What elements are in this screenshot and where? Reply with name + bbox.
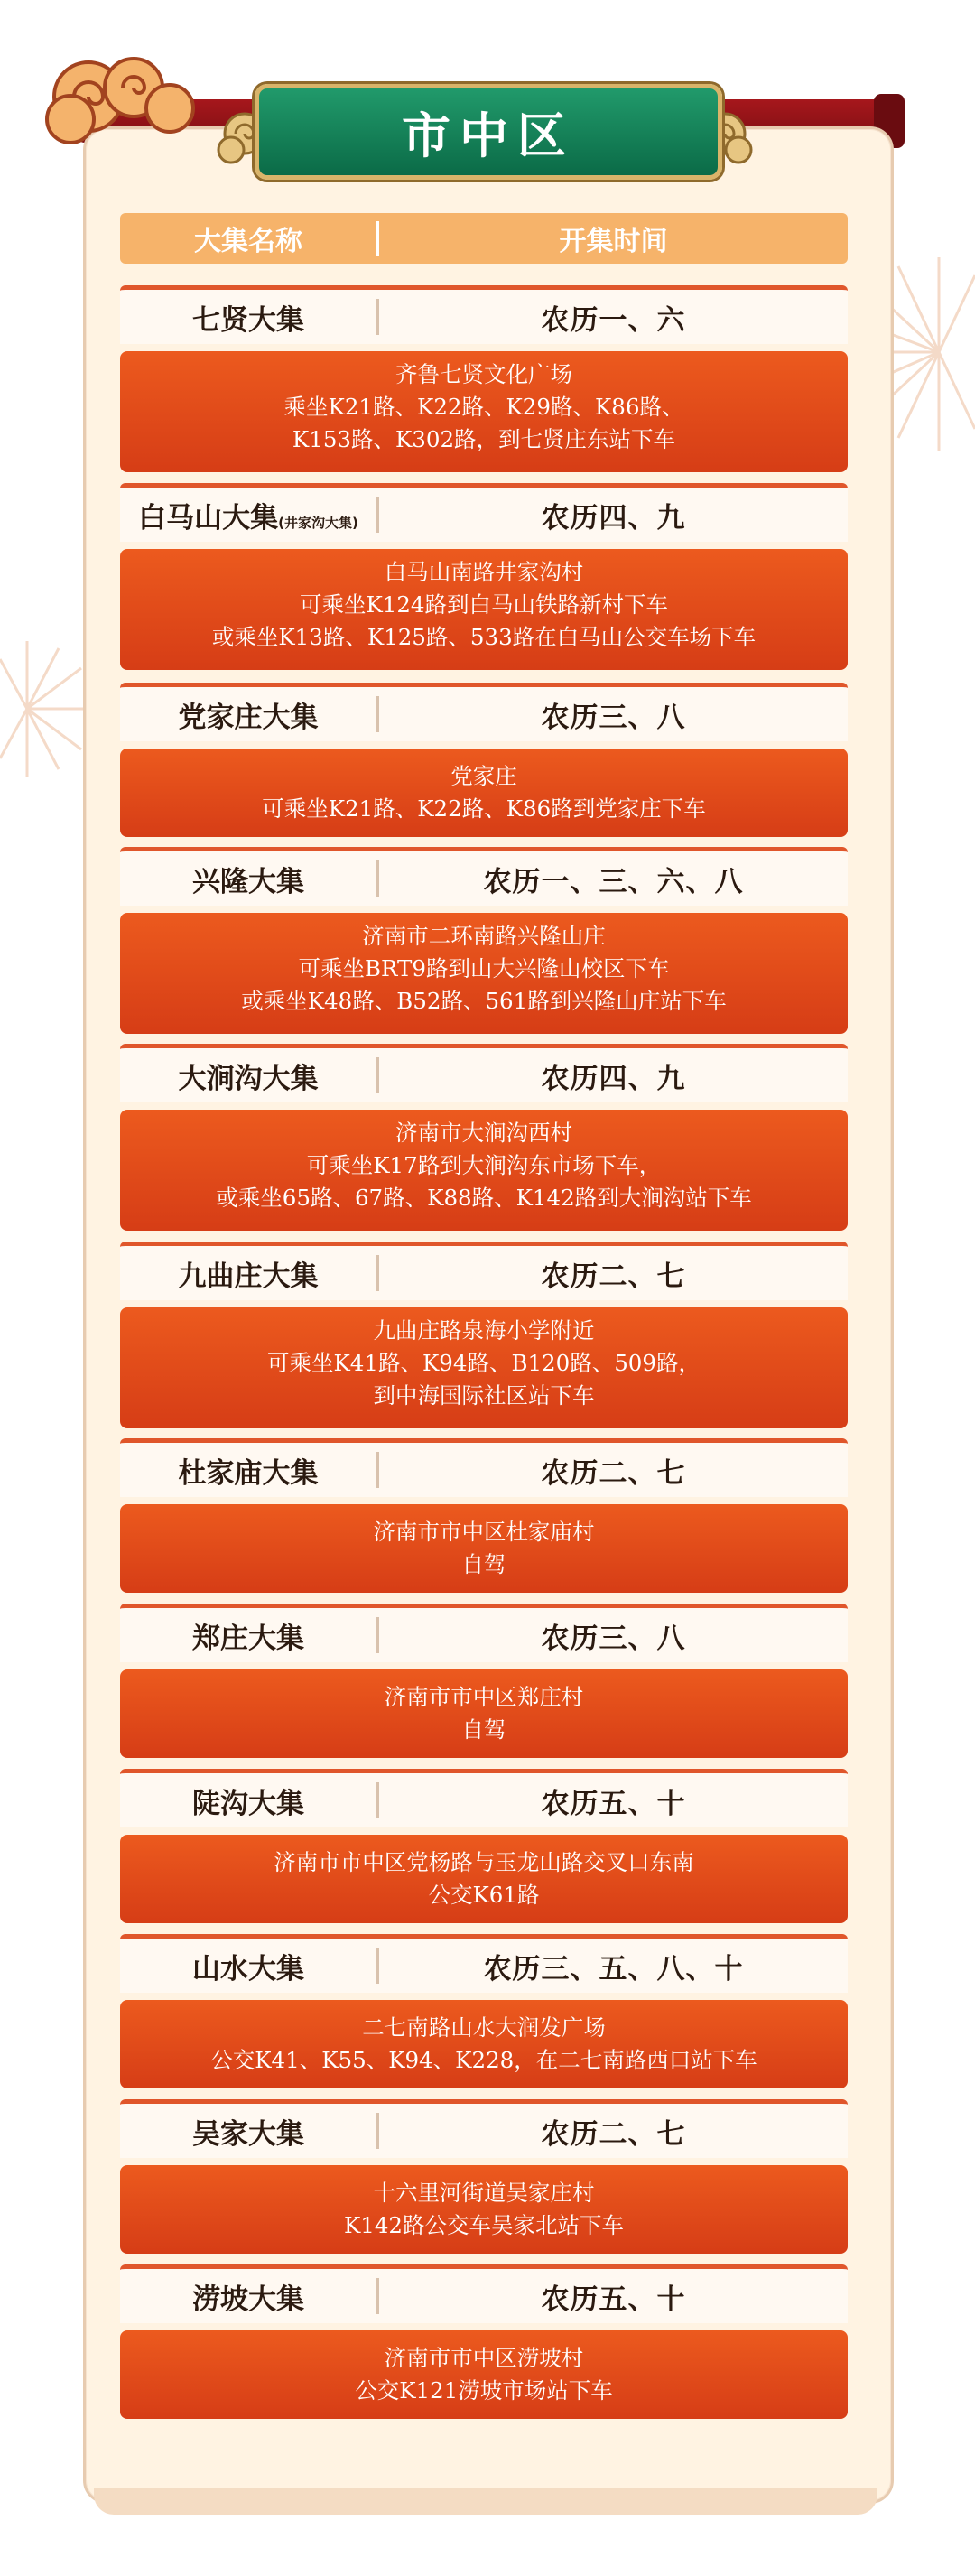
market-detail-line: 或乘坐K13路、K125路、533路在白马山公交车场下车	[211, 624, 757, 650]
market-details-box	[120, 351, 848, 472]
market-detail-line: 济南市市中区郑庄村	[384, 1684, 584, 1710]
market-item	[120, 1604, 848, 1758]
market-time: 农历五、十	[541, 2283, 686, 2316]
market-item	[120, 2264, 848, 2419]
market-time: 农历二、七	[541, 1456, 686, 1490]
market-name	[120, 2276, 376, 2317]
market-row	[120, 1934, 848, 1993]
market-row	[120, 1242, 848, 1300]
market-name-note: (井家沟大集)	[278, 514, 358, 531]
market-name-text: 吴家大集	[192, 2117, 304, 2151]
market-row	[120, 285, 848, 344]
market-row	[120, 2099, 848, 2158]
market-details-box	[120, 1835, 848, 1923]
market-detail-line: 公交K61路	[428, 1882, 540, 1908]
market-row	[120, 1604, 848, 1662]
market-item	[120, 483, 848, 670]
market-item	[120, 1934, 848, 2088]
table-header	[120, 213, 848, 264]
market-detail-line: 济南市市中区杜家庙村	[373, 1519, 595, 1545]
market-detail-line: 可乘坐K21路、K22路、K86路到党家庄下车	[262, 795, 706, 822]
market-details-box	[120, 913, 848, 1034]
market-details-box	[120, 1307, 848, 1428]
market-time: 农历三、八	[541, 701, 686, 734]
market-row	[120, 1044, 848, 1102]
market-name-text: 九曲庄大集	[178, 1260, 319, 1293]
market-detail-line: 党家庄	[450, 763, 517, 789]
market-detail-line: 公交K121涝坡市场站下车	[355, 2377, 613, 2404]
market-detail-line: K153路、K302路，到七贤庄东站下车	[292, 426, 676, 452]
market-time: 农历二、七	[541, 1260, 686, 1293]
market-detail-line: 济南市市中区党杨路与玉龙山路交叉口东南	[274, 1849, 694, 1875]
market-name-text: 山水大集	[192, 1952, 304, 1985]
market-time: 农历一、六	[541, 303, 686, 337]
market-detail-line: 十六里河街道吴家庄村	[373, 2180, 595, 2206]
market-details-box	[120, 1504, 848, 1593]
market-detail-line: 到中海国际社区站下车	[373, 1382, 595, 1409]
market-name-text: 兴隆大集	[192, 865, 304, 898]
market-detail-line: 自驾	[461, 1551, 506, 1577]
market-name-text: 杜家庙大集	[178, 1456, 319, 1490]
header-name: 大集名称	[194, 226, 302, 257]
market-time: 农历一、三、六、八	[483, 865, 744, 898]
market-item	[120, 2099, 848, 2254]
market-details-box	[120, 749, 848, 837]
market-detail-line: 或乘坐K48路、B52路、561路到兴隆山庄站下车	[241, 988, 727, 1014]
market-detail-line: 济南市大涧沟西村	[395, 1120, 572, 1146]
market-row	[120, 1438, 848, 1497]
market-time: 农历五、十	[541, 1787, 686, 1820]
market-name-text: 陡沟大集	[192, 1787, 304, 1820]
firework-decoration-left	[0, 632, 90, 786]
market-detail-line: 九曲庄路泉海小学附近	[373, 1317, 595, 1344]
market-detail-line: 乘坐K21路、K22路、K29路、K86路、	[283, 394, 684, 420]
market-row	[120, 1769, 848, 1827]
market-row	[120, 2264, 848, 2323]
market-details-box	[120, 1669, 848, 1758]
header-time: 开集时间	[559, 226, 668, 257]
market-name-text: 七贤大集	[192, 303, 304, 337]
market-details-box	[120, 1110, 848, 1231]
market-name	[120, 495, 376, 535]
market-item	[120, 1242, 848, 1428]
market-time: 农历三、八	[541, 1622, 686, 1655]
market-item	[120, 285, 848, 472]
market-name	[120, 1253, 376, 1294]
market-item	[120, 1438, 848, 1593]
market-name	[120, 297, 376, 338]
market-detail-line: 齐鲁七贤文化广场	[395, 361, 572, 387]
market-name	[120, 1946, 376, 1986]
market-name	[120, 1056, 376, 1096]
market-details-box	[120, 2000, 848, 2088]
market-detail-line: 可乘坐K124路到白马山铁路新村下车	[299, 591, 669, 618]
market-time: 农历四、九	[541, 1062, 686, 1095]
market-name	[120, 1781, 376, 1821]
market-item	[120, 1044, 848, 1231]
market-name-text: 白马山大集	[138, 501, 279, 535]
market-detail-line: 可乘坐K41路、K94路、B120路、509路，	[267, 1350, 701, 1376]
market-name	[120, 859, 376, 899]
market-details-box	[120, 2165, 848, 2254]
market-name	[120, 2111, 376, 2152]
market-row	[120, 483, 848, 542]
market-detail-line: 可乘坐BRT9路到山大兴隆山校区下车	[298, 955, 670, 981]
market-details-box	[120, 549, 848, 670]
market-time: 农历二、七	[541, 2117, 686, 2151]
market-item	[120, 683, 848, 837]
market-detail-line: 公交K41、K55、K94、K228，在二七南路西口站下车	[210, 2047, 757, 2073]
market-name	[120, 694, 376, 735]
market-name	[120, 1615, 376, 1656]
district-title-banner	[255, 84, 722, 180]
panel-bottom-edge	[94, 2488, 878, 2515]
market-detail-line: 济南市二环南路兴隆山庄	[362, 923, 606, 949]
market-time: 农历四、九	[541, 501, 686, 535]
market-name-text: 涝坡大集	[192, 2283, 304, 2316]
market-detail-line: 可乘坐K17路到大涧沟东市场下车，	[306, 1152, 662, 1178]
district-title: 市中区	[402, 107, 575, 164]
market-details-box	[120, 2330, 848, 2419]
market-detail-line: 或乘坐65路、67路、K88路、K142路到大涧沟站下车	[216, 1185, 752, 1211]
market-time: 农历三、五、八、十	[483, 1952, 744, 1985]
market-row	[120, 847, 848, 906]
market-detail-line: K142路公交车吴家北站下车	[343, 2212, 625, 2238]
market-row	[120, 683, 848, 741]
market-name-text: 郑庄大集	[192, 1622, 304, 1655]
market-item	[120, 1769, 848, 1923]
market-name-text: 党家庄大集	[178, 701, 319, 734]
auspicious-cloud-icon	[34, 47, 224, 155]
market-detail-line: 济南市市中区涝坡村	[384, 2345, 584, 2371]
market-item	[120, 847, 848, 1034]
market-detail-line: 二七南路山水大润发广场	[362, 2014, 606, 2041]
market-detail-line: 自驾	[461, 1716, 506, 1743]
market-name	[120, 1450, 376, 1491]
market-detail-line: 白马山南路井家沟村	[384, 559, 584, 585]
market-name-text: 大涧沟大集	[178, 1062, 319, 1095]
